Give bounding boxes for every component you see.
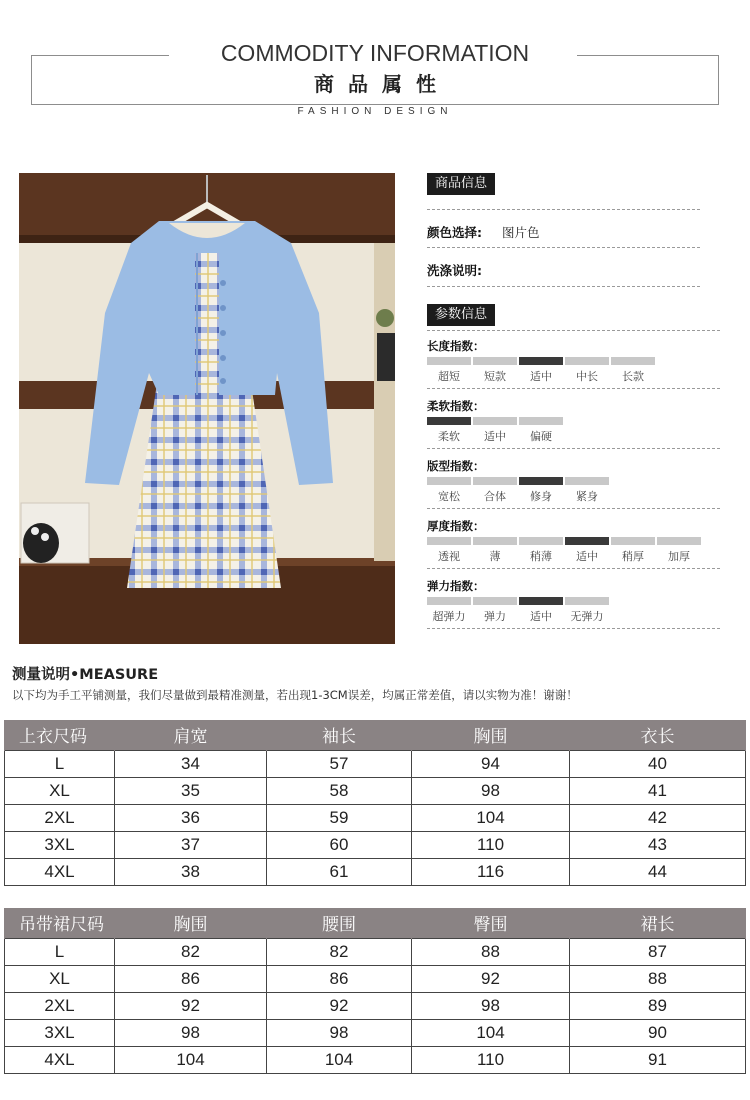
param-option-label: 稍薄 <box>530 550 552 563</box>
header-tagline: FASHION DESIGN <box>297 106 453 117</box>
params-tag: 参数信息 <box>427 304 495 326</box>
param-scale <box>427 477 609 485</box>
measure-cell: 60 <box>267 831 412 858</box>
param-bar <box>565 597 609 605</box>
param-label: 厚度指数： <box>427 519 485 533</box>
measure-cell: 61 <box>267 858 412 885</box>
param-options <box>427 488 609 504</box>
divider <box>427 209 700 210</box>
table-row <box>5 965 746 992</box>
param-bar <box>657 537 701 545</box>
size-cell: 2XL <box>5 992 115 1019</box>
param-bar-selected <box>519 357 563 365</box>
product-photo <box>19 173 395 644</box>
size-cell: 4XL <box>5 858 115 885</box>
measure-cell: 57 <box>267 750 412 777</box>
wash-label: 洗涤说明: <box>427 263 482 278</box>
param-options <box>427 608 609 624</box>
param-bar <box>473 357 517 365</box>
param-option-label: 短款 <box>484 370 506 383</box>
table-row <box>5 804 746 831</box>
param-option-label: 紧身 <box>576 490 598 503</box>
measure-cell: 116 <box>412 858 570 885</box>
measure-cell: 104 <box>267 1046 412 1073</box>
param-option-label: 无弹力 <box>570 610 604 623</box>
column-header: 衣长 <box>570 720 746 750</box>
column-header: 袖长 <box>267 720 412 750</box>
column-header: 臀围 <box>412 908 570 938</box>
divider <box>427 448 720 449</box>
table-row <box>5 831 746 858</box>
divider <box>427 568 720 569</box>
measure-cell: 92 <box>115 992 267 1019</box>
table-row <box>5 750 746 777</box>
column-header: 肩宽 <box>115 720 267 750</box>
size-cell: 2XL <box>5 804 115 831</box>
param-bar <box>427 537 471 545</box>
measure-cell: 41 <box>570 777 746 804</box>
measure-cell: 82 <box>267 938 412 965</box>
param-bar <box>473 417 517 425</box>
measure-cell: 92 <box>267 992 412 1019</box>
measure-cell: 82 <box>115 938 267 965</box>
size-cell: L <box>5 750 115 777</box>
table-row <box>5 1019 746 1046</box>
divider <box>427 508 720 509</box>
measure-cell: 40 <box>570 750 746 777</box>
measure-cell: 92 <box>412 965 570 992</box>
measure-cell: 36 <box>115 804 267 831</box>
measure-cell: 86 <box>267 965 412 992</box>
param-bar <box>611 357 655 365</box>
param-options <box>427 428 563 444</box>
param-bar <box>565 477 609 485</box>
top-size-table <box>4 720 746 886</box>
table-header-row <box>5 908 746 938</box>
param-bar <box>565 357 609 365</box>
measure-cell: 35 <box>115 777 267 804</box>
param-option-label: 长款 <box>622 370 644 383</box>
param-option-label: 薄 <box>489 550 501 563</box>
param-option-label: 偏硬 <box>530 430 552 443</box>
size-cell: XL <box>5 777 115 804</box>
measure-cell: 43 <box>570 831 746 858</box>
divider <box>427 247 700 248</box>
table-row <box>5 992 746 1019</box>
measure-cell: 59 <box>267 804 412 831</box>
measure-cell: 98 <box>412 992 570 1019</box>
column-header: 腰围 <box>267 908 412 938</box>
measure-cell: 91 <box>570 1046 746 1073</box>
param-option-label: 弹力 <box>484 610 506 623</box>
param-option-label: 稍厚 <box>622 550 644 563</box>
param-scale <box>427 357 655 365</box>
header-subtitle: 商品属性 <box>314 72 450 96</box>
param-option-label: 修身 <box>530 490 552 503</box>
measure-cell: 104 <box>412 1019 570 1046</box>
column-header: 吊带裙尺码 <box>5 908 115 938</box>
param-bar <box>473 537 517 545</box>
param-label: 版型指数： <box>427 459 485 473</box>
param-label: 弹力指数： <box>427 579 485 593</box>
table-header-row <box>5 720 746 750</box>
param-scale <box>427 597 609 605</box>
param-option-label: 合体 <box>484 490 506 503</box>
column-header: 上衣尺码 <box>5 720 115 750</box>
measure-cell: 38 <box>115 858 267 885</box>
measure-cell: 44 <box>570 858 746 885</box>
measure-cell: 98 <box>267 1019 412 1046</box>
param-label: 柔软指数： <box>427 399 485 413</box>
size-cell: 4XL <box>5 1046 115 1073</box>
measure-cell: 104 <box>115 1046 267 1073</box>
measure-cell: 86 <box>115 965 267 992</box>
measure-cell: 34 <box>115 750 267 777</box>
product-photo-illustration <box>19 173 395 644</box>
param-bar-selected <box>519 597 563 605</box>
size-cell: 3XL <box>5 1019 115 1046</box>
param-bar-selected <box>519 477 563 485</box>
color-value: 图片色 <box>502 225 540 240</box>
divider <box>427 330 720 331</box>
size-cell: L <box>5 938 115 965</box>
param-option-label: 适中 <box>576 550 598 563</box>
measure-cell: 87 <box>570 938 746 965</box>
param-bar <box>473 477 517 485</box>
measure-cell: 94 <box>412 750 570 777</box>
param-option-label: 宽松 <box>438 490 460 503</box>
divider <box>427 388 720 389</box>
param-option-label: 中长 <box>576 370 598 383</box>
column-header: 胸围 <box>412 720 570 750</box>
param-bar <box>427 477 471 485</box>
measure-cell: 89 <box>570 992 746 1019</box>
divider <box>427 628 720 629</box>
param-bar <box>519 537 563 545</box>
param-option-label: 适中 <box>484 430 506 443</box>
measure-cell: 98 <box>412 777 570 804</box>
param-bar <box>519 417 563 425</box>
measure-cell: 88 <box>570 965 746 992</box>
measure-cell: 110 <box>412 831 570 858</box>
param-option-label: 加厚 <box>668 550 690 563</box>
header-title: COMMODITY INFORMATION <box>220 40 530 66</box>
param-option-label: 柔软 <box>438 430 460 443</box>
param-options <box>427 368 655 384</box>
param-option-label: 透视 <box>438 550 460 563</box>
param-options <box>427 548 701 564</box>
param-scale <box>427 417 563 425</box>
measure-cell: 90 <box>570 1019 746 1046</box>
divider <box>427 286 700 287</box>
table-row <box>5 777 746 804</box>
param-bar <box>611 537 655 545</box>
param-option-label: 超短 <box>438 370 460 383</box>
measure-title: 测量说明•MEASURE <box>12 667 159 683</box>
measure-cell: 58 <box>267 777 412 804</box>
param-option-label: 超弹力 <box>432 610 466 623</box>
param-bar-selected <box>427 417 471 425</box>
color-label: 颜色选择: <box>427 225 482 240</box>
table-row <box>5 858 746 885</box>
param-bar <box>473 597 517 605</box>
measure-cell: 42 <box>570 804 746 831</box>
param-option-label: 适中 <box>530 370 552 383</box>
product-info-tag: 商品信息 <box>427 173 495 195</box>
param-bar <box>427 357 471 365</box>
column-header: 裙长 <box>570 908 746 938</box>
param-label: 长度指数： <box>427 339 485 353</box>
table-row <box>5 938 746 965</box>
size-cell: XL <box>5 965 115 992</box>
measure-cell: 98 <box>115 1019 267 1046</box>
column-header: 胸围 <box>115 908 267 938</box>
param-bar-selected <box>565 537 609 545</box>
table-row <box>5 1046 746 1073</box>
param-scale <box>427 537 701 545</box>
param-option-label: 适中 <box>530 610 552 623</box>
measure-note: 以下均为手工平铺测量，我们尽量做到最精准测量，若出现1-3CM误差，均属正常差值，请以实物为准！谢谢！ <box>12 688 578 702</box>
measure-cell: 37 <box>115 831 267 858</box>
dress-size-table <box>4 908 746 1074</box>
measure-cell: 110 <box>412 1046 570 1073</box>
param-bar <box>427 597 471 605</box>
measure-cell: 88 <box>412 938 570 965</box>
measure-cell: 104 <box>412 804 570 831</box>
size-cell: 3XL <box>5 831 115 858</box>
